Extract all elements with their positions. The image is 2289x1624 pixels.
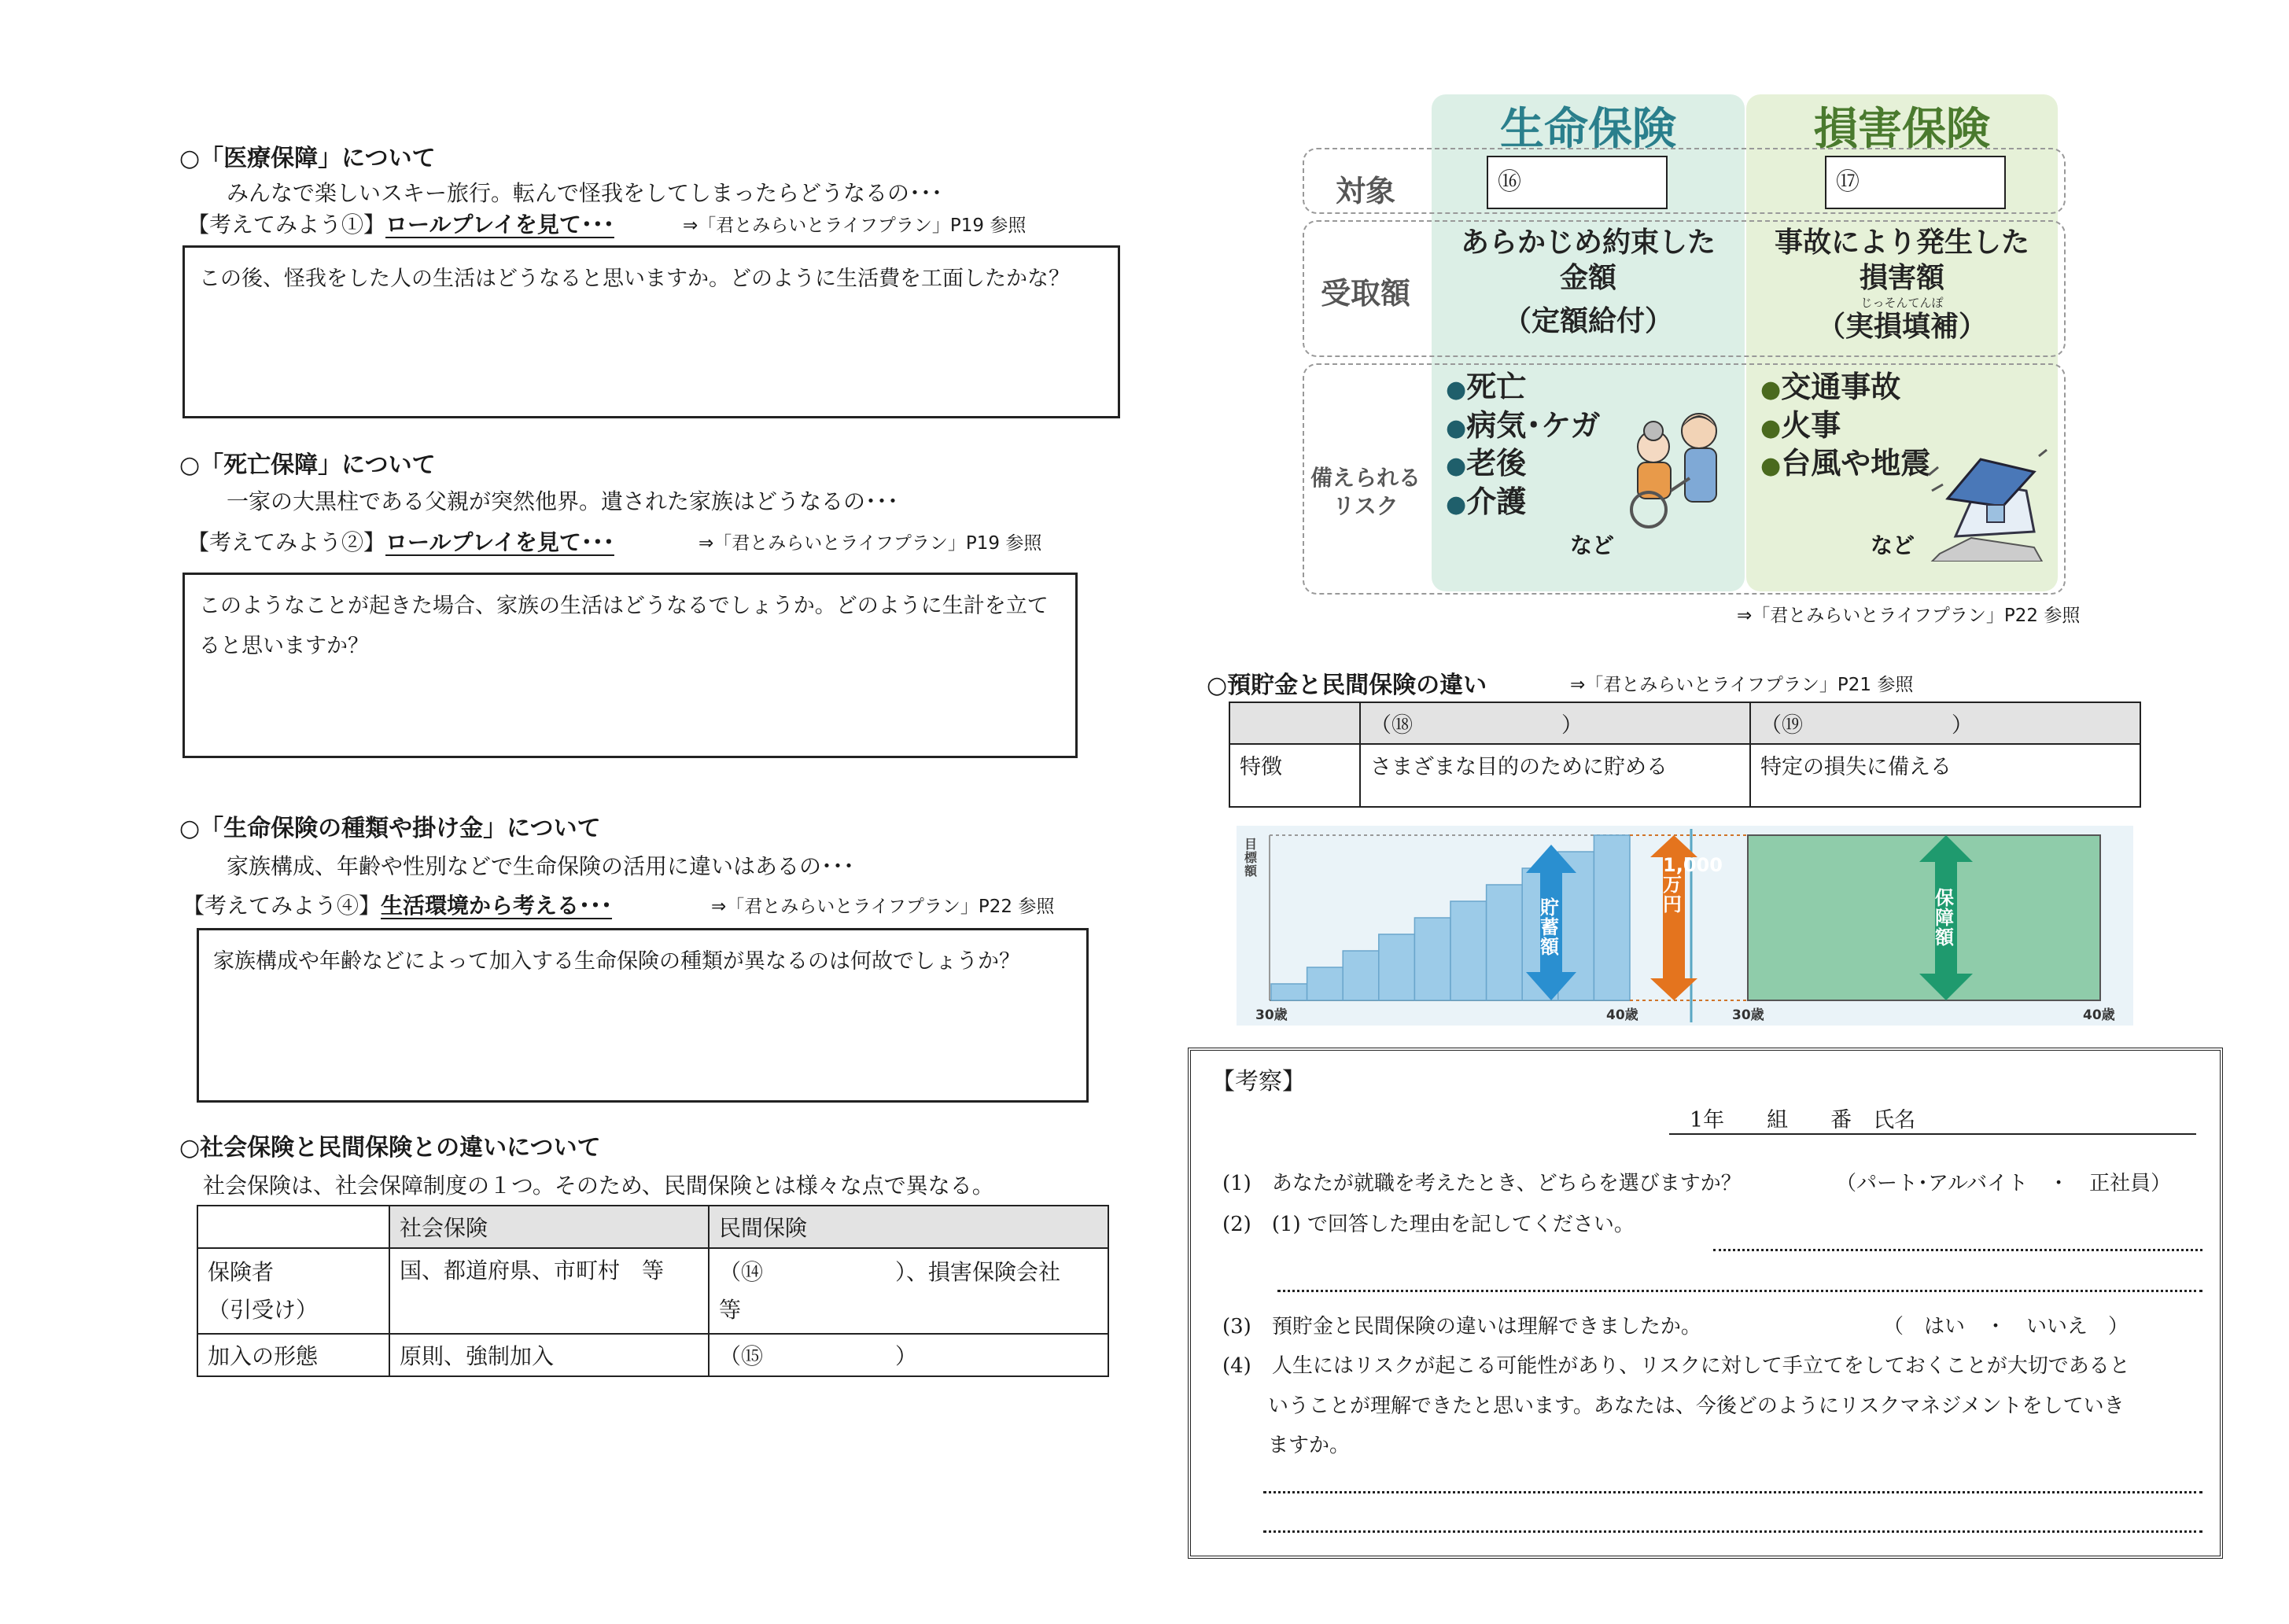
savings-chart — [1237, 826, 2133, 1026]
death-task-prefix: 【考えてみよう②】 — [187, 529, 386, 555]
types-task — [182, 889, 612, 920]
social-r1-c2[interactable]: （⑭ ）、損害保険会社 等 — [709, 1248, 1108, 1334]
types-answer-box[interactable] — [197, 928, 1089, 1103]
savings-heading: ○預貯金と民間保険の違い — [1207, 672, 1487, 699]
savings-c2: 特定の損失に備える — [1750, 744, 2140, 807]
life-insurance-title: 生命保険 — [1500, 104, 1676, 155]
list-item: ●介護 — [1446, 484, 1527, 519]
q4-answer-line-2[interactable] — [1263, 1530, 2202, 1533]
coverage-amount-label: 保障額 — [1935, 887, 1954, 949]
q4-text: (4) 人生にはリスクが起こる可能性があり、リスクに対して手立てをしておくことが大切であると いうことが理解できたと思います。あなたは、今後どのようにリスクマネジメントをしていき ますか。 — [1222, 1354, 2130, 1458]
savings-step — [1414, 918, 1450, 1000]
list-item: ●交通事故 — [1760, 370, 1901, 404]
social-r2-c2[interactable]: （⑮ ） — [709, 1334, 1108, 1376]
table-row — [1229, 702, 2140, 744]
thousand-man-label: 1,000万円 — [1663, 854, 1723, 916]
social-heading: ○社会保険と民間保険との違いについて — [179, 1134, 601, 1162]
death-task — [187, 525, 614, 557]
death-answer-box[interactable] — [182, 573, 1078, 758]
medical-heading: ○「医療保障」について — [179, 145, 436, 172]
social-r2-c1: 原則、強制加入 — [389, 1334, 709, 1376]
target-amount-label: 目標額 — [1244, 837, 1258, 878]
saving-amount-label: 貯蓄額 — [1540, 897, 1559, 959]
damage-ruby: じっそんてんぽ — [1860, 296, 1944, 310]
reflection-title: 【考察】 — [1211, 1068, 1306, 1096]
damage-risk-list — [1760, 368, 1930, 483]
savings-table-corner — [1229, 702, 1360, 744]
social-table-header — [197, 1206, 1108, 1248]
death-heading: ○「死亡保障」について — [179, 451, 436, 479]
life-amount-text: あらかじめ約束した 金額 （定額給付） — [1460, 226, 1716, 337]
medical-task-link: ロールプレイを見て･･･ — [385, 212, 614, 238]
social-r2-label: 加入の形態 — [197, 1334, 389, 1376]
damage-target-blank[interactable]: ⑰ — [1825, 156, 2006, 209]
list-item: ●病気･ケガ — [1446, 407, 1601, 443]
death-question: このようなことが起きた場合、家族の生活はどうなるでしょうか。どのように生計を立てると思いますか？ — [199, 594, 1049, 659]
death-lead: 一家の大黒柱である父親が突然他界。遺された家族はどうなるの･･･ — [227, 488, 899, 514]
medical-lead: みんなで楽しいスキー旅行。転んで怪我をしてしまったらどうなるの･･･ — [227, 180, 943, 206]
types-question: 家族構成や年齢などによって加入する生命保険の種類が異なるのは何故でしょうか？ — [213, 949, 1020, 974]
row-amount-label: 受取額 — [1320, 276, 1410, 311]
social-r1-c1: 国、都道府県、市町村 等 — [389, 1248, 709, 1334]
social-r1-label: 保険者 （引受け） — [197, 1248, 389, 1334]
table-row — [197, 1248, 1108, 1334]
life-risk-list — [1446, 368, 1600, 521]
medical-question: この後、怪我をした人の生活はどうなると思いますか。どのように生活費を工面したかな？ — [199, 267, 1070, 291]
death-ref: ⇒「君とみらいとライフプラン」P19 参照 — [698, 533, 1042, 554]
x-end-left: 40歳 — [1606, 1007, 1638, 1023]
savings-step — [1594, 835, 1630, 1000]
row-risk-label: 備えられる リスク — [1310, 465, 1421, 520]
row-target-label: 対象 — [1335, 174, 1395, 208]
social-lead: 社会保険は、社会保障制度の１つ。そのため、民間保険とは様々な点で異なる。 — [203, 1173, 994, 1199]
savings-table — [1229, 702, 2141, 808]
savings-step — [1487, 885, 1523, 1000]
x-start-left: 30歳 — [1255, 1007, 1288, 1023]
medical-task-prefix: 【考えてみよう①】 — [187, 212, 386, 238]
types-task-prefix: 【考えてみよう④】 — [182, 893, 382, 919]
savings-step — [1343, 951, 1379, 1000]
savings-col-1[interactable]: （⑱ ） — [1360, 702, 1750, 744]
savings-col-2[interactable]: （⑲ ） — [1750, 702, 2140, 744]
insfig-ref: ⇒「君とみらいとライフプラン」P22 参照 — [1737, 606, 2081, 626]
types-task-link: 生活環境から考える･･･ — [381, 893, 613, 919]
death-task-link: ロールプレイを見て･･･ — [385, 529, 614, 555]
x-end-right: 40歳 — [2083, 1007, 2115, 1023]
list-item: ●台風や地震 — [1760, 446, 1931, 481]
caregiver-illustration — [1614, 403, 1732, 530]
social-col-private: 民間保険 — [709, 1206, 1108, 1248]
insurance-comparison-figure — [1303, 87, 2100, 598]
types-heading: ○「生命保険の種類や掛け金」について — [179, 815, 601, 842]
list-item: ●火事 — [1760, 407, 1841, 443]
damaged-house-illustration — [1924, 444, 2050, 562]
q2-answer-line-2[interactable] — [1277, 1290, 2202, 1292]
life-target-blank[interactable]: ⑯ — [1487, 156, 1668, 209]
social-table-corner — [197, 1206, 389, 1248]
savings-step — [1379, 934, 1415, 1000]
q2-answer-line-1[interactable] — [1713, 1249, 2202, 1251]
damage-amount-text: 事故により発生した 損害額 じっそんてんぽ （実損填補） — [1746, 225, 2058, 344]
table-row — [197, 1334, 1108, 1376]
list-item: ●老後 — [1446, 446, 1527, 481]
social-table — [197, 1205, 1109, 1377]
types-ref: ⇒「君とみらいとライフプラン」P22 参照 — [711, 897, 1055, 917]
damage-etc: など — [1871, 532, 1915, 558]
medical-answer-box[interactable] — [182, 245, 1120, 418]
q2-text: (2) (1) で回答した理由を記してください。 — [1222, 1213, 1635, 1236]
q4-answer-line-1[interactable] — [1263, 1491, 2202, 1493]
x-start-right: 30歳 — [1732, 1007, 1764, 1023]
savings-c1: さまざまな目的のために貯める — [1360, 744, 1750, 807]
q3-text: (3) 預貯金と民間保険の違いは理解できましたか。 — [1222, 1315, 1701, 1339]
reflection-box — [1188, 1048, 2223, 1559]
table-row — [1229, 744, 2140, 807]
name-line[interactable]: 1年 組 番 氏名 — [1669, 1103, 2196, 1135]
q1-text: (1) あなたが就職を考えたとき、どちらを選びますか？ — [1222, 1172, 1742, 1195]
types-lead: 家族構成、年齢や性別などで生命保険の活用に違いはあるの･･･ — [227, 853, 855, 879]
medical-ref: ⇒「君とみらいとライフプラン」P19 参照 — [683, 215, 1027, 236]
savings-step — [1450, 901, 1487, 1000]
medical-task — [187, 208, 614, 239]
savings-ref: ⇒「君とみらいとライフプラン」P21 参照 — [1570, 675, 1914, 695]
life-etc: など — [1570, 532, 1615, 558]
q3-options[interactable]: （ はい ・ いいえ ） — [1883, 1315, 2129, 1339]
savings-step — [1307, 967, 1344, 1000]
social-col-social: 社会保険 — [389, 1206, 709, 1248]
q1-options[interactable]: （パート･アルバイト ・ 正社員） — [1836, 1172, 2172, 1195]
list-item: ●死亡 — [1446, 370, 1527, 404]
savings-row-label: 特徴 — [1229, 744, 1360, 807]
damage-insurance-title: 損害保険 — [1814, 104, 1990, 155]
savings-step — [1271, 984, 1307, 1000]
